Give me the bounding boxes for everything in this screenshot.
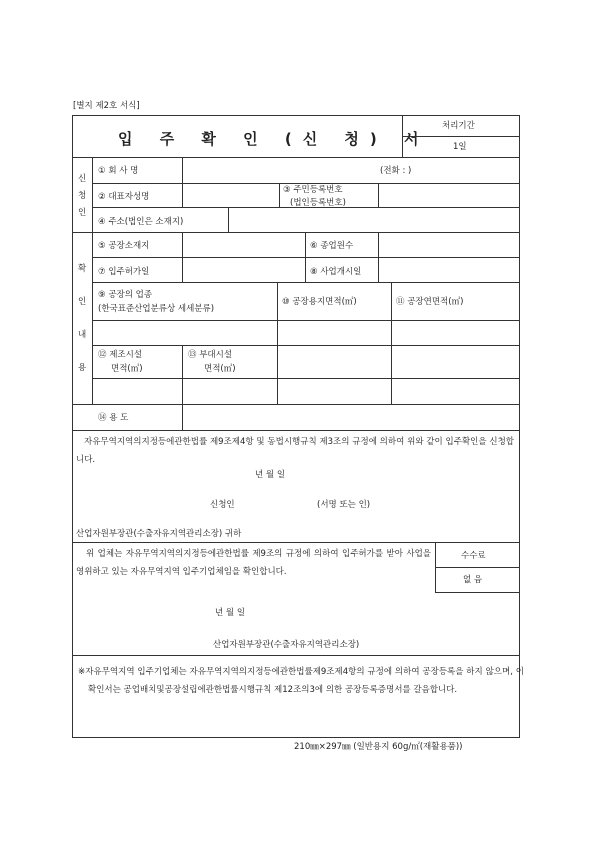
aux-facility-field[interactable] <box>184 380 275 402</box>
fee-value: 없 음 <box>463 575 483 585</box>
applicant-signature-label: 신청인 <box>210 500 235 510</box>
employees-label: ⑥ 종업원수 <box>310 241 354 251</box>
usage-field[interactable] <box>184 406 518 428</box>
certification-statement: 위 업체는 자유무역지역의지정등에관한법률 제9조의 규정에 의하여 입주허가를 받아 사업을 영위하고 있는 자유무역지역 입주기업체임을 확인합니다. <box>76 549 431 577</box>
mfg-facility-label: ⑫ 제조시설 <box>98 350 143 360</box>
applicant-section-label-2: 청 <box>78 191 87 201</box>
factory-location-field[interactable] <box>184 234 303 255</box>
confirm-section-label-1: 확 <box>78 264 87 274</box>
phone-field[interactable]: (전화 : ) <box>380 166 412 176</box>
aux-facility-label: ⑬ 부대시설 <box>188 350 233 360</box>
certification-issuer: 산업자원부장관(수출자유지역관리소장) <box>213 640 360 650</box>
signature-hint: (서명 또는 인) <box>317 500 371 510</box>
business-start-label: ⑧ 사업개시일 <box>310 267 362 277</box>
processing-period-value: 1일 <box>453 142 467 152</box>
corporate-number-label: (법인등록번호) <box>290 198 346 208</box>
application-statement: 자유무역지역의지정등에관한법률 제9조제4항 및 동법시행규칙 제3조의 규정에 의하여 위와 같이 입주확인을 신청합니다. <box>76 437 514 465</box>
representative-field[interactable] <box>184 185 277 206</box>
confirm-section-label-3: 내 <box>78 330 87 340</box>
resident-number-label: ③ 주민등록번호 <box>283 185 343 195</box>
site-area-label: ⑩ 공장용지면적(㎡) <box>282 297 357 307</box>
confirm-section-label-2: 인 <box>78 297 87 307</box>
mfg-facility-field[interactable] <box>94 380 180 402</box>
business-type-field[interactable] <box>94 322 275 343</box>
paper-spec-footer: 210㎜×297㎜ (일반용지 60g/㎡(재활용품)) <box>294 742 463 752</box>
company-name-field[interactable] <box>184 159 518 181</box>
applicant-section-label-3: 인 <box>78 208 87 218</box>
applicant-section-label-1: 신 <box>78 174 87 184</box>
confirm-section-label-4: 용 <box>78 363 87 373</box>
page-title: 입 주 확 인 (신 청) 서 <box>118 130 430 148</box>
fee-label: 수수료 <box>461 551 486 561</box>
employees-field[interactable] <box>380 234 518 255</box>
company-name-label: ① 회 사 명 <box>98 166 139 176</box>
resident-number-field[interactable] <box>380 185 518 206</box>
business-start-field[interactable] <box>380 259 518 280</box>
move-in-date-label: ⑦ 입주허가일 <box>98 267 150 277</box>
address-label: ④ 주소(법인은 소재지) <box>98 217 184 227</box>
business-type-sublabel: (한국표준산업분류상 세세분류) <box>98 304 215 314</box>
note: ※자유무역지역 입주기업체는 자유무역지역의지정등에관한법률제9조제4항의 규정에 의하여 공장등록을 하지 않으며, 이 확인서는 공업배치및공장설립에관한법률시행규칙 제12조의3에 의한 공장등록증명서를 갈음합니다. <box>78 667 524 695</box>
application-date: 년 월 일 <box>255 470 286 480</box>
business-type-label: ⑨ 공장의 업종 <box>98 290 153 300</box>
move-in-date-field[interactable] <box>184 259 303 280</box>
applicant-name-field[interactable] <box>245 497 315 511</box>
mfg-facility-sublabel: 면적(㎡) <box>111 364 143 374</box>
site-area-field[interactable] <box>279 322 389 343</box>
certification-date: 년 월 일 <box>215 608 246 618</box>
representative-label: ② 대표자성명 <box>98 192 150 202</box>
processing-period-label: 처리기간 <box>442 121 475 131</box>
form-number: [별지 제2호 서식] <box>73 101 140 111</box>
floor-area-field[interactable] <box>393 322 518 343</box>
usage-label: ⑭ 용 도 <box>98 413 129 423</box>
factory-location-label: ⑤ 공장소재지 <box>98 241 150 251</box>
recipient: 산업자원부장관(수출자유지역관리소장) 귀하 <box>76 529 242 539</box>
aux-facility-sublabel: 면적(㎡) <box>204 364 236 374</box>
floor-area-label: ⑪ 공장연면적(㎡) <box>396 297 464 307</box>
address-field[interactable] <box>230 209 518 230</box>
